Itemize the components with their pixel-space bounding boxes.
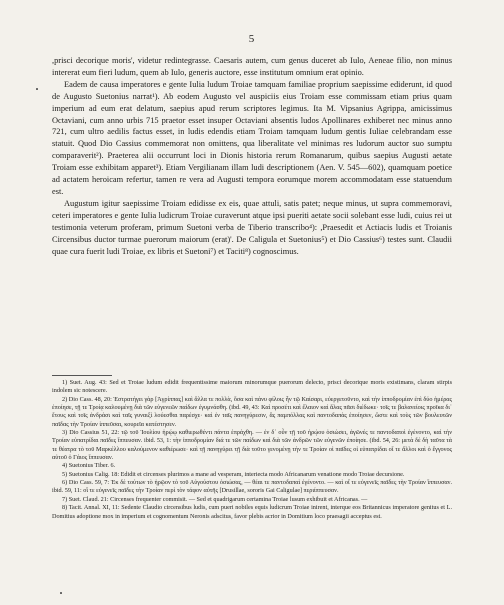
- footnote: 8) Tacit. Annal. XI, 11: Sedente Claudio circensibus ludis, cum pueri nobiles equis ludicrum Troiae inirent, interque eos Britannicus imperatore genitus et L. Domitius adoptione mox in imperium et cognomentum Neronis adscitus, favor plebis acrior in Domitium loco praesagii acceptus est.: [52, 504, 452, 520]
- footnote: 6) Dio Cass. 59, 7: Ἐκ δὲ τούτων τὸ ἡρῷον τὸ τοῦ Αὐγούστου ὁσιώσας, — θέαι τε παντοδαπαὶ ἐγένοντο. — καὶ οἵ τε εὐγενεῖς παῖδες τὴν Τροίαν ἵππευσαν. ibid. 59, 11: οἵ τε εὐγενεῖς παῖδες τὴν Τροίαν περὶ τὸν τάφον αὐτῆς [Drusillae, sororis Gai Caligulae] περιίππευσαν.: [52, 479, 452, 495]
- footnote-separator: [52, 375, 112, 376]
- footnote: 1) Suet. Aug. 43: Sed et Troiae ludum edidit frequentissime maiorum minorumque puerorum delecto, prisci decorique moris existimans, claram stirpis indolem sic notescere.: [52, 379, 452, 395]
- scan-speck: [36, 88, 38, 90]
- footnote: 5) Suetonius Calig. 18: Edidit et circenses plurimos a mane ad vesperam, interiecta modo Africanarum venatione modo Troiae decursione.: [62, 470, 405, 478]
- paragraph: ,prisci decorique moris', videtur redintegrasse. Caesaris autem, cum genus duceret ab Iulo, Aeneae filio, non minus intererat eum fieri ludum, quem ab Iulo, generis auctore, esse institutum omnium erat opinio.: [52, 56, 452, 77]
- main-text: [52, 55, 452, 257]
- footnote: 7) Suet. Claud. 21: Circenses frequenter commisit. — Sed et quadrigarum certamina Troiae lusum exhibuit et Africanas. —: [62, 495, 368, 503]
- footnote: 3) Dio Cassius 51, 22: τῷ τοῦ Ἰουλίου ἡρῴῳ καθιερωθέντι πάντα ἐπράχθη. — ἐν δ᾽ οὖν τῇ τοῦ ἡρῴου ὁσιώσει, ἀγῶνές τε παντοδαποὶ ἐγένοντο, καὶ τὴν Τροίαν εὐπατρίδαι παῖδες ἵππευσαν. ibid. 53, 1: τὴν ἱπποδρομίαν διά τε τῶν παίδων καὶ διὰ τῶν ἀνδρῶν τῶν εὐγενῶν ἐποίησε. (ibd. 54, 26: μετὰ δὲ δὴ ταῦτα τὰ τε θέατρα τὸ τοῦ Μαρκέλλου καλούμενον καθιέρωσε· καὶ τῇ πανηγύρει τῇ διὰ τοῦτο γενομένῃ τήν τε Τροίαν οἱ παῖδες οἱ εὐπατρίδαι οἵ τε ἄλλοι καὶ ὁ ἔγγονος αὐτοῦ ὁ Γάιος ἵππευσαν.: [52, 429, 452, 462]
- footnotes: [52, 379, 452, 521]
- paragraph: Augustum igitur saepissime Troiam edidisse ex eis, quae attuli, satis patet; neque minus, ut supra commemoravi, ceteri imperatores e gente Iulia ludicrum Troiae curaverunt atque ipsi pueriti aetate socii solebant esse ludi, cuius rei ut testimonia veterum proferam, primum Suetoni verba de Tiberio transcribo⁴): ,Praesedit et Actiacis ludis et Troianis Circensibus ductor turmae puerorum maiorum (erat)'. De Caligula et Suetonius⁵) et Dio Cassius⁶) testes sunt. Claudii quae cura fuerit ludi Troiae, ex libris et Suetoni⁷) et Taciti⁸) cognoscimus.: [52, 198, 452, 256]
- footnote: 4) Suetonius Tiber. 6.: [62, 462, 116, 470]
- paragraph: Eadem de causa imperatores e gente Iulia ludum Troiae tamquam familiae proprium saepissime ediderunt, id quod de Augusto Suetonius narrat¹). Ab eodem Augusto vel auspiciis eius Troiam esse commissam etiam prius quam imperium ad eum erat delatum, saepius apud rerum scriptores legimus. Ita M. Vipsanius Agrippa, amicissimus Octaviani, cum anno urbis 715 praetor esset insuper Octaviani absentis ludos Apollinares exhiberet nec minus anno 721, cum ultro aedilis factus esset, in ludis edendis etiam Troiam tamquam ludum gentis Iuliae celebrandam esse statuit. Quod Dio Cassius commemorat non omittens, qua liberalitate vel minimas res ludorum auctor suo sumptu comparaverit²). Praeterea alii occurrunt loci in Dionis historia rerum Romanarum, quibus saepius Augusti aetate Troiam esse exhibitam apparet³). Etiam Vergilianam illam ludi descriptionem (Aen. V. 545—602), quamquam poetice ad actatem heroicam refertur, tamen re vera ad Augusti tempora eorumque morem accommodatam esse statuendum est.: [52, 79, 452, 196]
- page-number: 5: [248, 33, 256, 45]
- scan-speck: [60, 592, 62, 594]
- footnote: 2) Dio Cass. 48, 20: Ἐστρατήγει γὰρ [Ἀγρίππας] καὶ ἄλλα τε πολλὰ, ὅσα καὶ πάνυ φίλοις ἦν τῷ Καίσαρι, εὐεργετοῦντο, καὶ τὴν ἱπποδρομίαν ἐπὶ δύο ἡμέρας ἐποίησε, τῇ τε Τροίᾳ καλουμένῃ διὰ τῶν εὐγενεῶν παίδων ἐγυμνάσθη. (ibd. 49, 43: Καὶ πρoσέτι καὶ ἔλαιον καὶ ἅλας πᾶσι διέδωκε· τοῖς τε βαλανείοις προῖκα δι᾽ ἔτους καὶ τοῖς ἀνδράσι καὶ ταῖς γυναιξὶ λούεσθαι παρέσχε· καὶ ἐν ταῖς πανηγύρεσιν, ἃς παμπόλλας καὶ παντοδαπὰς ἐποίησεν, ὥστε καὶ τοὺς τῶν βουλευτῶν παῖδας τὴν Τροίαν ἱππεῦσαι, κουρεῖα κατέστησεν.: [52, 395, 452, 428]
